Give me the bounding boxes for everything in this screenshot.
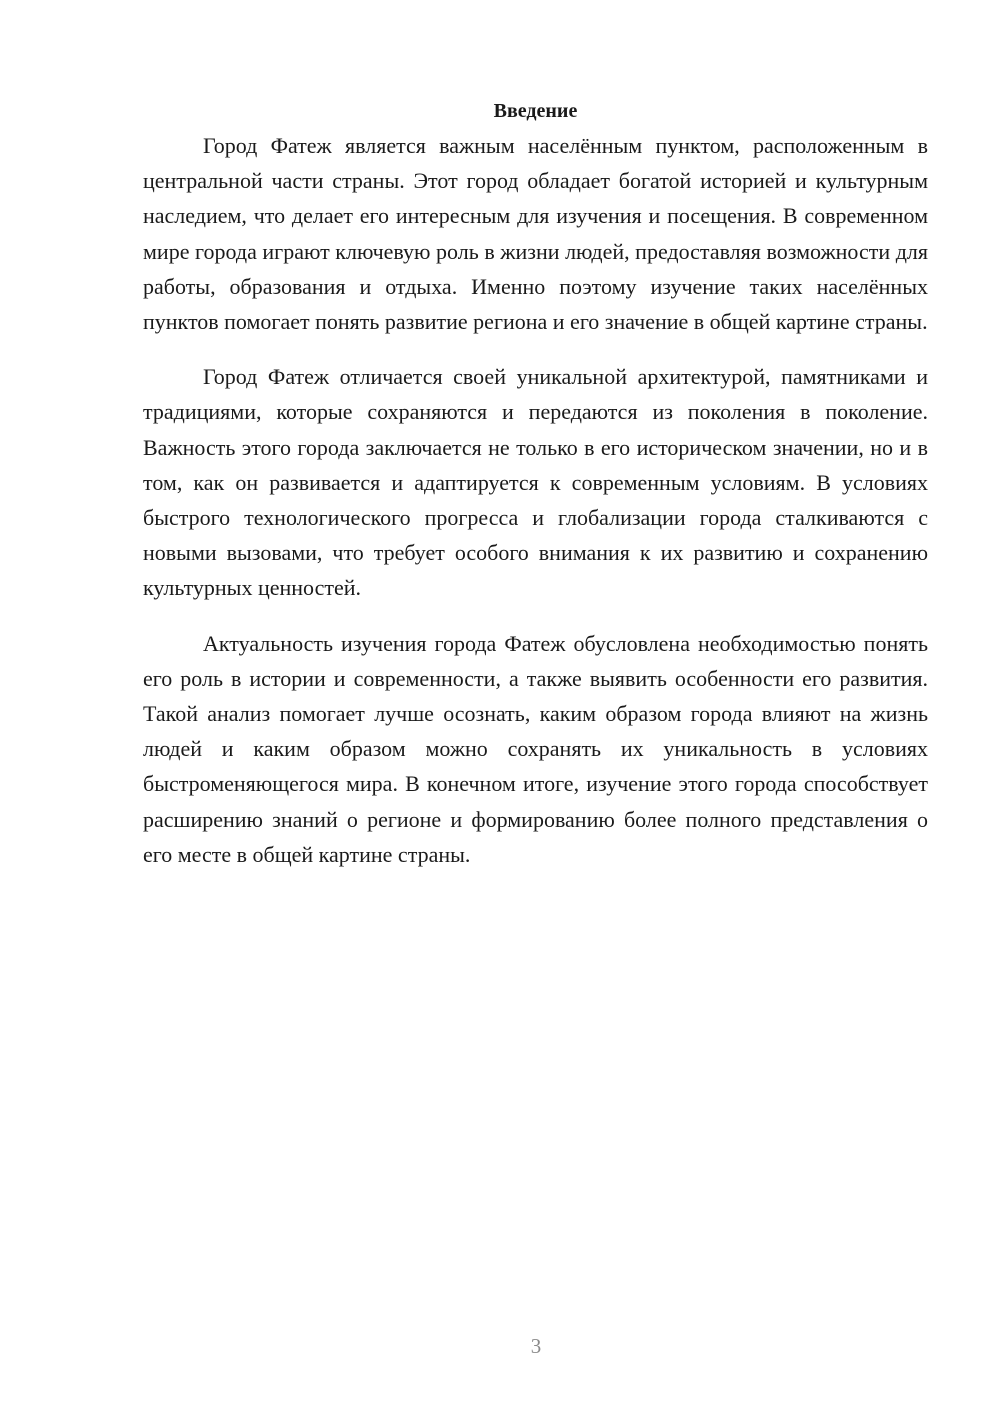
page-number: 3 xyxy=(530,1334,542,1358)
section-heading: Введение xyxy=(493,100,578,122)
paragraph-2: Город Фатеж отличается своей уникальной архитектурой, памятниками и традициями, которые сохраняются и передаются из поколения в поколение. Важность этого города заключается не только в его историческом значении, но и в том, как он развивается и адаптируется к современным условиям. В условиях быстрого технологического прогресса и глобализации города сталкиваются с новыми вызовами, что требует особого внимания к их развитию и сохранению культурных ценностей. xyxy=(143,364,928,601)
paragraph-1: Город Фатеж является важным населённым пунктом, расположенным в центральной части страны. Этот город обладает богатой историей и культурным наследием, что делает его интересным для изучения и посещения. В современном мире города играют ключевую роль в жизни людей, предоставляя возможности для работы, образования и отдыха. Именно поэтому изучение таких населённых пунктов помогает понять развитие региона и его значение в общей картине страны. xyxy=(143,133,928,335)
paragraph-3: Актуальность изучения города Фатеж обусловлена необходимостью понять его роль в истории и современности, а также выявить особенности его развития. Такой анализ помогает лучше осознать, каким образом города влияют на жизнь людей и каким образом можно сохранять их уникальность в условиях быстроменяющегося мира. В конечном итоге, изучение этого города способствует расширению знаний о регионе и формированию более полного представления о его месте в общей картине страны. xyxy=(143,630,928,867)
page-content xyxy=(143,96,928,892)
